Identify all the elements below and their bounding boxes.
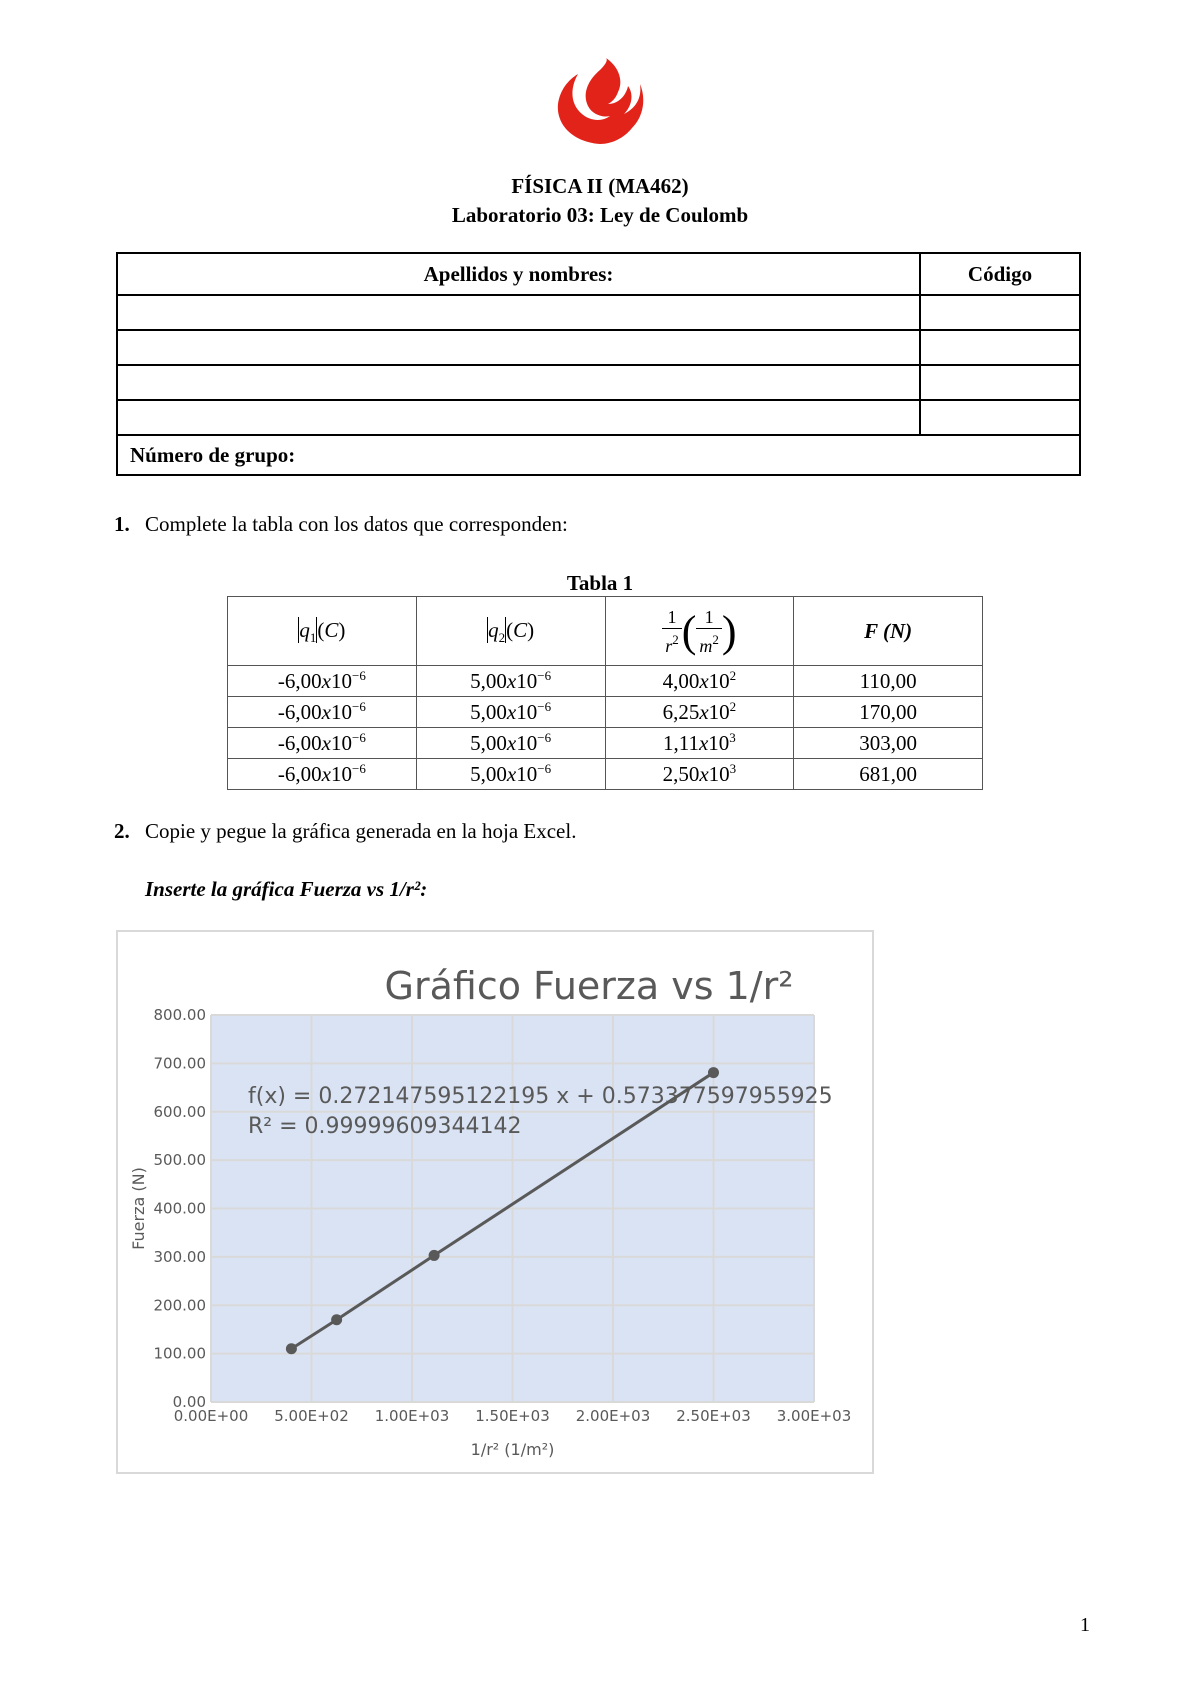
chart-instruction: Inserte la gráfica Fuerza vs 1/r²: [145,877,428,901]
y-tick-label: 600.00 [153,1102,206,1121]
table-caption: Tabla 1 [566,571,634,595]
x-tick-label: 3.00E+03 [776,1407,852,1425]
question-2 [114,819,576,844]
x-tick-label: 5.00E+02 [274,1407,349,1425]
force-header: F (N) [794,597,983,666]
x-tick-label: 1.00E+03 [374,1407,450,1425]
x-tick-label: 0.00E+00 [173,1407,249,1425]
q2-cell[interactable]: $5,00x10^{-6}$ [416,728,605,759]
question-1 [114,512,568,537]
inverse-r2-cell[interactable]: $6,25x10^2$ [605,697,794,728]
students-table [116,252,1081,476]
q1-cell[interactable]: $-6,00x10^{-6}$ [228,697,417,728]
question-number: 1. [114,512,130,536]
force-cell[interactable]: 681,00 [794,759,983,790]
data-point [331,1314,342,1325]
table-row [228,728,983,759]
inverse-r2-cell[interactable]: $2,50x10^3$ [605,759,794,790]
y-tick-label: 700.00 [153,1054,206,1073]
force-vs-inverse-r2-chart [118,932,872,1472]
data-table [227,596,983,790]
force-cell[interactable]: 110,00 [794,666,983,697]
q1-header: $q_1(C)$ [228,597,417,666]
page-number: 1 [1080,1614,1090,1636]
x-tick-label: 1.50E+03 [475,1407,550,1425]
q1-cell[interactable]: $-6,00x10^{-6}$ [228,666,417,697]
y-tick-label: 200.00 [153,1296,206,1315]
inverse-r2-cell[interactable]: $4,00x10^2$ [605,666,794,697]
data-point [708,1067,719,1078]
group-number-label[interactable]: Número de grupo: [117,435,1080,475]
q1-cell[interactable]: $-6,00x10^{-6}$ [228,759,417,790]
question-number: 2. [114,819,130,843]
y-axis-label: Fuerza (N) [129,1167,148,1250]
q1-cell[interactable]: $-6,00x10^{-6}$ [228,728,417,759]
question-text: Complete la tabla con los datos que corresponden: [145,512,568,536]
code-column-header: Código [920,253,1080,295]
q2-cell[interactable]: $5,00x10^{-6}$ [416,697,605,728]
q2-cell[interactable]: $5,00x10^{-6}$ [416,759,605,790]
student-code-cell[interactable] [920,365,1080,400]
y-tick-label: 100.00 [153,1344,206,1363]
student-code-cell[interactable] [920,295,1080,330]
data-point [429,1250,440,1261]
x-tick-label: 2.50E+03 [676,1407,751,1425]
x-tick-label: 2.00E+03 [575,1407,651,1425]
student-code-cell[interactable] [920,330,1080,365]
x-axis-label: 1/r² (1/m²) [470,1440,555,1459]
data-point [286,1343,297,1354]
table-row [228,697,983,728]
force-cell[interactable]: 303,00 [794,728,983,759]
student-name-cell[interactable] [117,400,920,435]
trendline-equation: f(x) = 0.272147595122195 x + 0.573377597955925 [248,1084,833,1109]
table-row [228,759,983,790]
lab-title: Laboratorio 03: Ley de Coulomb [451,203,749,227]
q2-header: $q_2(C)$ [416,597,605,666]
y-tick-label: 800.00 [153,1006,206,1024]
inverse-r2-cell[interactable]: $1,11x10^3$ [605,728,794,759]
chart-title: Gráfico Fuerza vs 1/r² [384,964,794,1008]
y-tick-label: 400.00 [153,1199,206,1218]
name-column-header: Apellidos y nombres: [117,253,920,295]
force-cell[interactable]: 170,00 [794,697,983,728]
inverse-r2-header: $\frac{1}{r^2}$ ( $\frac{1}{m^2}$ ) [605,597,794,666]
y-tick-label: 0.00 [172,1393,206,1411]
r-squared-label: R² = 0.99999609344142 [248,1114,522,1139]
student-name-cell[interactable] [117,295,920,330]
table-row [228,666,983,697]
document-title [0,172,1200,230]
chart-container[interactable] [116,930,874,1474]
course-title: FÍSICA II (MA462) [511,174,689,198]
student-name-cell[interactable] [117,365,920,400]
y-tick-label: 300.00 [153,1247,206,1266]
q2-cell[interactable]: $5,00x10^{-6}$ [416,666,605,697]
student-name-cell[interactable] [117,330,920,365]
question-text: Copie y pegue la gráfica generada en la hoja Excel. [145,819,577,843]
student-code-cell[interactable] [920,400,1080,435]
y-tick-label: 500.00 [153,1151,206,1170]
upc-flame-logo-icon [554,58,646,144]
